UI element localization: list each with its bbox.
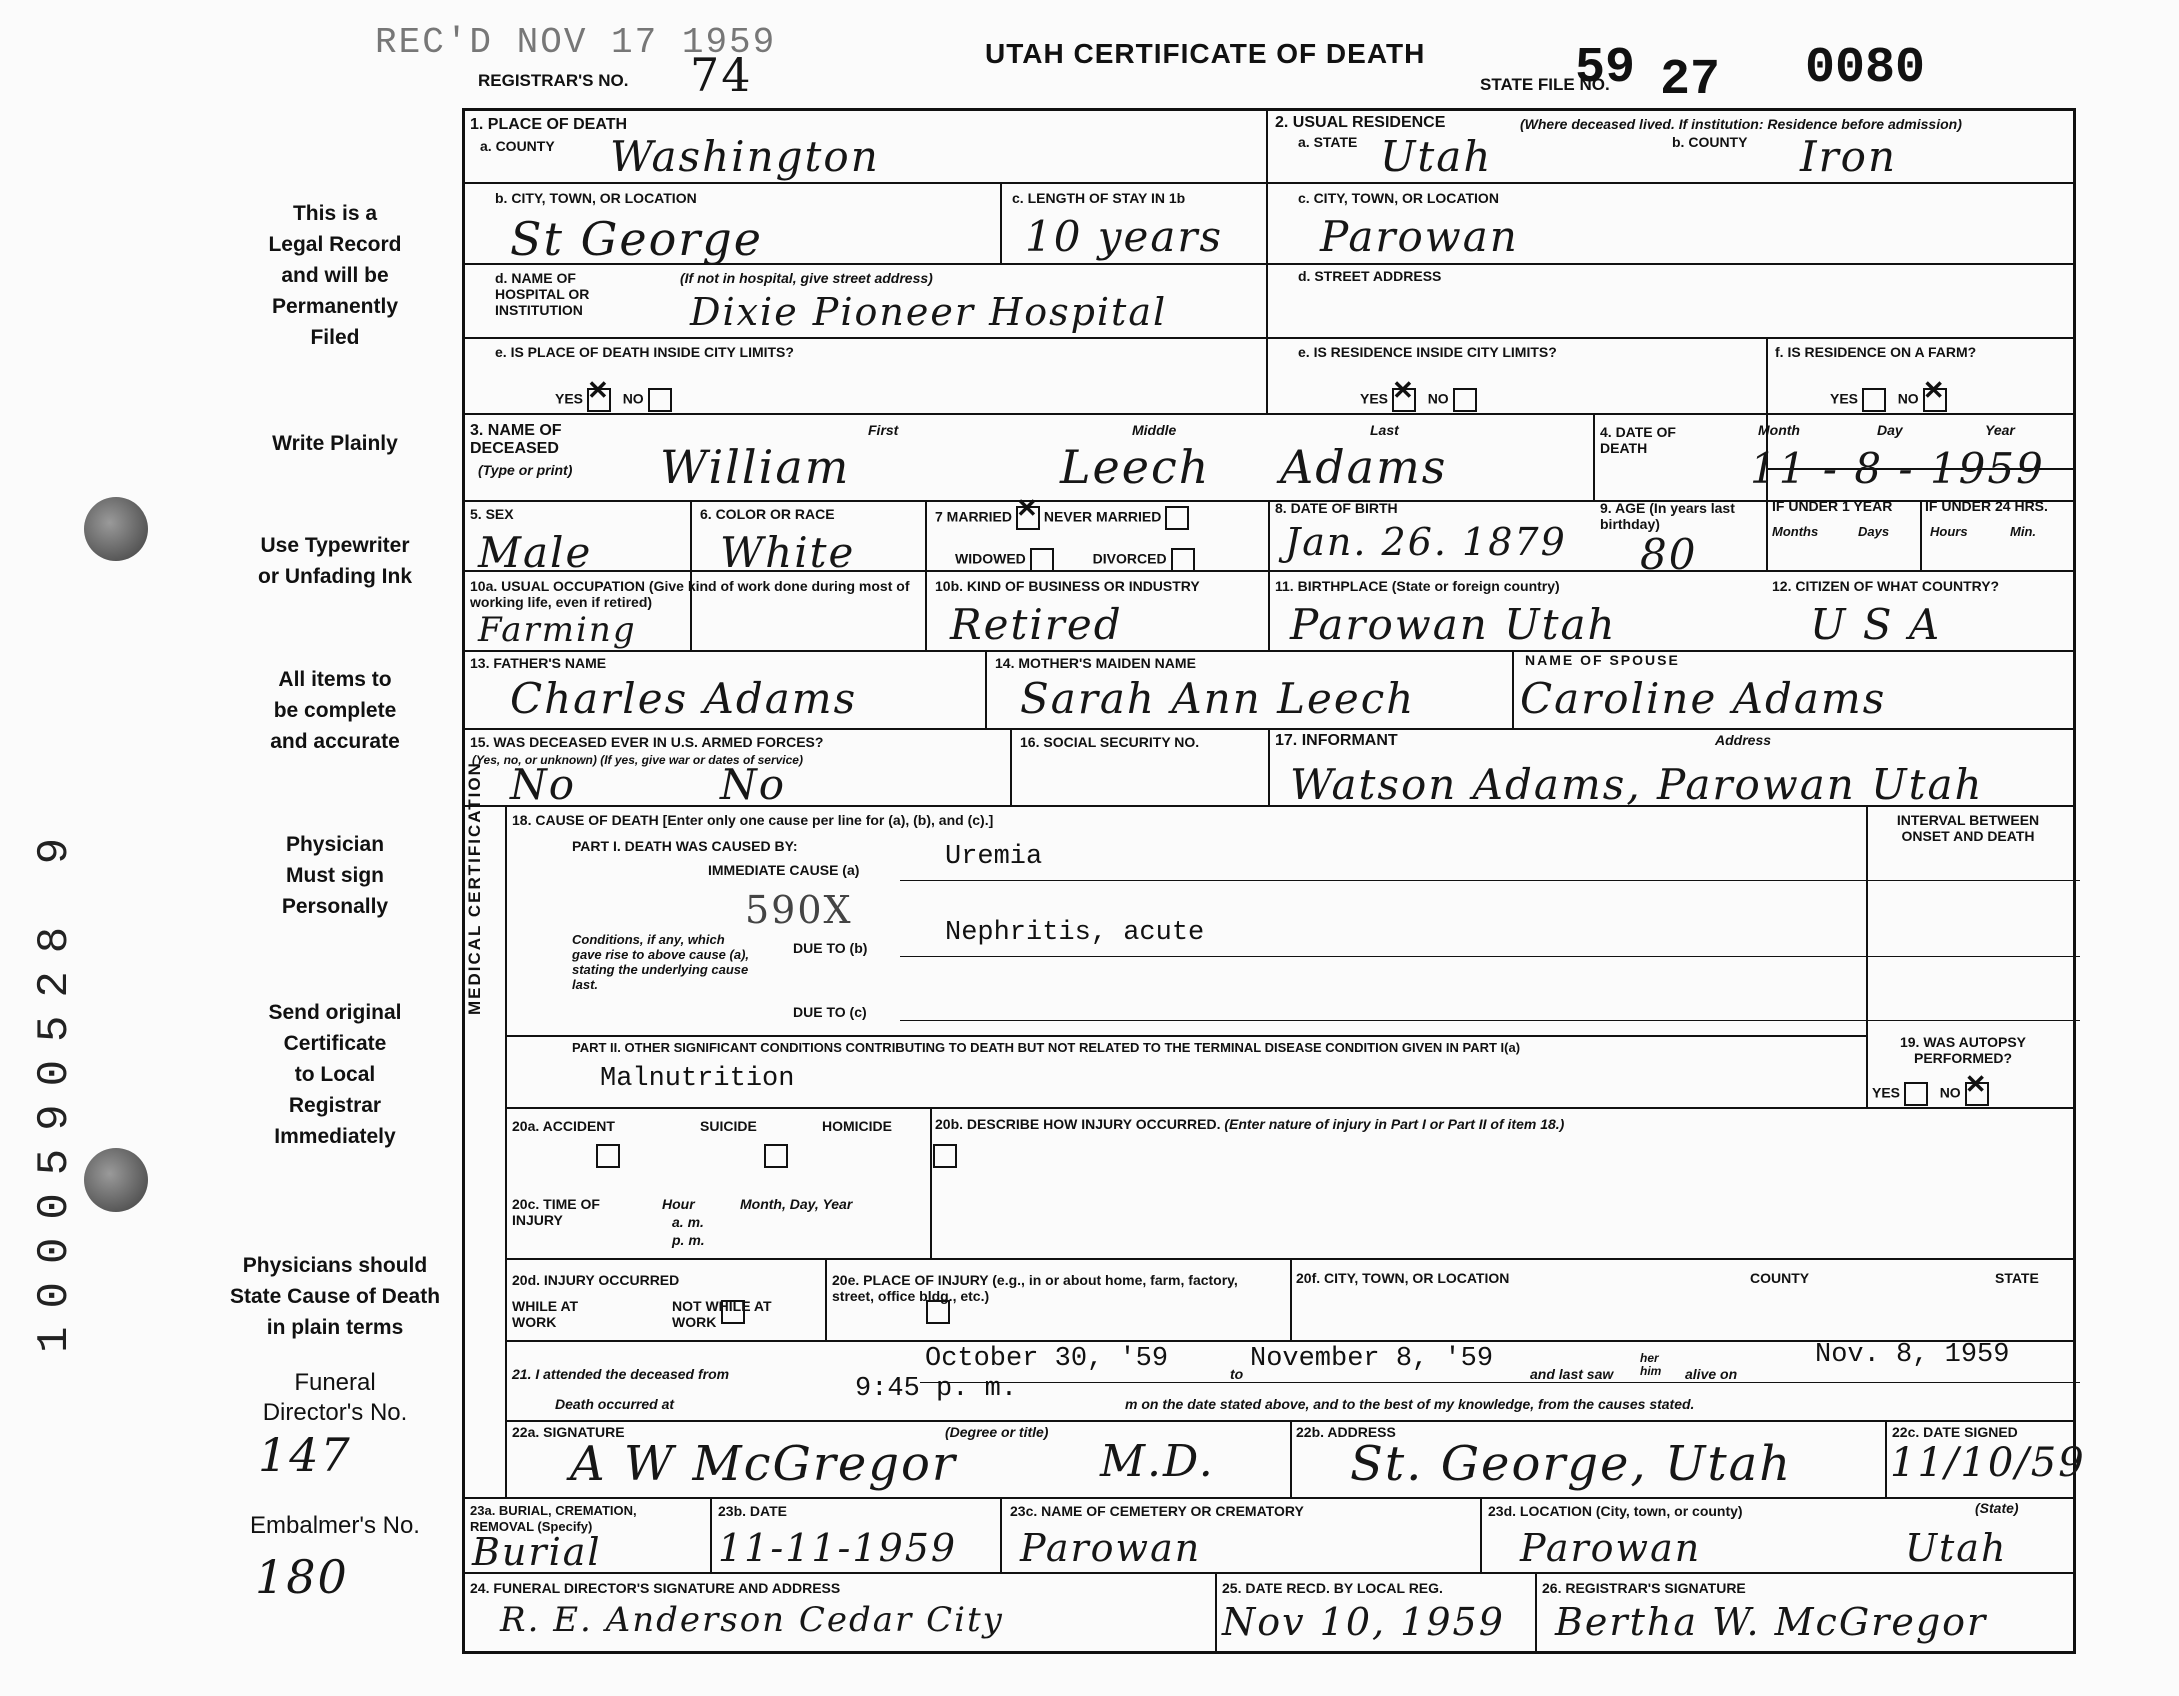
- embalmer-label: Embalmer's No.: [250, 1512, 420, 1539]
- label-due-to-b: DUE TO (b): [793, 940, 868, 956]
- value-part-2[interactable]: Malnutrition: [600, 1064, 795, 1094]
- label-injury-city: 20f. CITY, TOWN, OR LOCATION: [1296, 1270, 1510, 1286]
- label-residence-note: (Where deceased lived. If institution: Residence before admission): [1520, 116, 1962, 132]
- value-hospital[interactable]: Dixie Pioneer Hospital: [690, 290, 1168, 334]
- label-length-stay: c. LENGTH OF STAY IN 1b: [1012, 190, 1186, 206]
- value-attended-to[interactable]: November 8, '59: [1250, 1344, 1494, 1374]
- label-her-him: her him: [1640, 1351, 1662, 1378]
- label-part-1: PART I. DEATH WAS CAUSED BY:: [572, 838, 798, 854]
- note-cause-plain: Physicians should State Cause of Death in plain terms: [229, 1254, 441, 1339]
- label-citizen: 12. CITIZEN OF WHAT COUNTRY?: [1772, 578, 2000, 594]
- value-burial-date[interactable]: 11-11-1959: [718, 1526, 958, 1570]
- place-city-limits-checks: YES✕ NO: [555, 388, 672, 412]
- label-injury-how: 20b. DESCRIBE HOW INJURY OCCURRED. (Enter nature of injury in Part I or Part II of item 18.): [935, 1116, 1565, 1132]
- label-attended: 21. I attended the deceased from: [512, 1366, 730, 1382]
- marital-widowed: WIDOWED DIVORCED: [955, 548, 1195, 572]
- label-funeral-director: 24. FUNERAL DIRECTOR'S SIGNATURE AND ADDRESS: [470, 1580, 841, 1596]
- label-last-saw: and last saw: [1530, 1366, 1614, 1382]
- label-burial-date: 23b. DATE: [718, 1503, 787, 1519]
- label-res-state: a. STATE: [1298, 134, 1358, 150]
- res-city-yes-checkbox[interactable]: [1392, 388, 1416, 412]
- label-hour: Hour: [662, 1196, 695, 1212]
- label-am: a. m.: [672, 1214, 704, 1230]
- value-middle-name[interactable]: Leech: [1060, 440, 1211, 494]
- state-file-part-c: 0080: [1805, 40, 1926, 97]
- label-race: 6. COLOR OR RACE: [700, 506, 835, 522]
- label-res-inside-city: e. IS RESIDENCE INSIDE CITY LIMITS?: [1298, 344, 1557, 360]
- value-last-name[interactable]: Adams: [1280, 440, 1448, 494]
- label-days: Days: [1858, 524, 1890, 539]
- label-place-of-death: 1. PLACE OF DEATH: [470, 116, 628, 133]
- label-month-day-year: Month, Day, Year: [740, 1196, 853, 1212]
- value-cemetery[interactable]: Parowan: [1020, 1526, 1202, 1570]
- state-file-label: STATE FILE NO.: [1480, 75, 1610, 94]
- punch-hole-bottom: [84, 1148, 148, 1212]
- value-registrar-signature[interactable]: Bertha W. McGregor: [1555, 1600, 1988, 1644]
- title-state: UTAH: [985, 38, 1065, 69]
- label-cause-of-death: 18. CAUSE OF DEATH [Enter only one cause per line for (a), (b), and (c).]: [512, 812, 994, 828]
- place-city-no-checkbox[interactable]: [648, 388, 672, 412]
- label-spouse: NAME OF SPOUSE: [1525, 652, 1680, 668]
- farm-no-checkbox[interactable]: [1923, 388, 1947, 412]
- value-spouse[interactable]: Caroline Adams: [1520, 674, 1887, 723]
- value-armed-service[interactable]: No: [720, 760, 787, 809]
- value-armed-forces[interactable]: No: [510, 760, 577, 809]
- label-injury-county: COUNTY: [1750, 1270, 1810, 1286]
- value-res-county[interactable]: Iron: [1800, 132, 1898, 181]
- label-under-1-year: IF UNDER 1 YEAR: [1772, 498, 1893, 514]
- label-street-address: d. STREET ADDRESS: [1298, 268, 1442, 284]
- value-res-city[interactable]: Parowan: [1320, 212, 1519, 261]
- label-occupation: 10a. USUAL OCCUPATION (Give kind of work done during most of working life, even if retired): [470, 578, 910, 610]
- value-cemetery-location[interactable]: Parowan: [1520, 1526, 1702, 1570]
- value-res-state[interactable]: Utah: [1380, 132, 1493, 181]
- label-cemetery-location: 23d. LOCATION (City, town, or county): [1488, 1503, 1743, 1519]
- label-interval: INTERVAL BETWEEN ONSET AND DEATH: [1896, 812, 2040, 844]
- label-usual-residence: 2. USUAL RESIDENCE: [1275, 114, 1446, 131]
- married-checkbox[interactable]: [1016, 506, 1040, 530]
- note-typewriter: Use Typewriter or Unfading Ink: [258, 534, 412, 588]
- value-death-time[interactable]: 9:45 p. m.: [855, 1374, 1018, 1404]
- note-complete: All items to be complete and accurate: [270, 668, 400, 753]
- label-burial: 23a. BURIAL, CREMATION, REMOVAL (Specify): [470, 1503, 637, 1534]
- registrar-number-label: REGISTRAR'S NO.: [478, 71, 629, 90]
- value-date-received[interactable]: Nov 10, 1959: [1222, 1600, 1505, 1644]
- label-while-at-work: WHILE AT WORK: [512, 1298, 579, 1330]
- label-hospital: d. NAME OF HOSPITAL OR INSTITUTION: [495, 270, 590, 318]
- label-industry: 10b. KIND OF BUSINESS OR INDUSTRY: [935, 578, 1200, 594]
- label-accident: 20a. ACCIDENT: [512, 1118, 615, 1134]
- value-date-of-death[interactable]: 11 - 8 - 1959: [1750, 444, 2045, 493]
- label-homicide: HOMICIDE: [822, 1118, 892, 1134]
- label-under-24-hrs: IF UNDER 24 HRS.: [1925, 498, 2048, 514]
- embalmer-number: 180: [255, 1550, 349, 1604]
- label-autopsy: 19. WAS AUTOPSY PERFORMED?: [1899, 1034, 2027, 1066]
- label-birthplace: 11. BIRTHPLACE (State or foreign country): [1275, 578, 1560, 594]
- label-date-received: 25. DATE RECD. BY LOCAL REG.: [1222, 1580, 1443, 1596]
- label-death-occurred: Death occurred at: [555, 1396, 675, 1412]
- label-sex: 5. SEX: [470, 506, 514, 522]
- value-icd-code: 590X: [745, 888, 853, 932]
- value-length-stay[interactable]: 10 years: [1025, 212, 1224, 261]
- punch-hole-top: [84, 497, 148, 561]
- note-legal-record: This is a Legal Record and will be Permanently Filed: [268, 202, 402, 349]
- label-year: Year: [1985, 422, 2015, 438]
- label-registrar-signature: 26. REGISTRAR'S SIGNATURE: [1542, 1580, 1746, 1596]
- value-city[interactable]: St George: [510, 212, 763, 266]
- value-due-to-b[interactable]: Nephritis, acute: [945, 918, 1205, 948]
- label-degree: (Degree or title): [945, 1424, 1049, 1440]
- autopsy-yes-checkbox[interactable]: [1904, 1082, 1928, 1106]
- divorced-checkbox[interactable]: [1171, 548, 1195, 572]
- label-farm: f. IS RESIDENCE ON A FARM?: [1775, 344, 1977, 360]
- marital-married: 7 MARRIED✕ NEVER MARRIED: [935, 506, 1189, 530]
- note-send-original: Send original Certificate to Local Registrar Immediately: [268, 1001, 402, 1148]
- label-signature: 22a. SIGNATURE: [512, 1424, 625, 1440]
- label-due-to-c: DUE TO (c): [793, 1004, 867, 1020]
- label-county: a. COUNTY: [480, 138, 555, 154]
- value-cemetery-state[interactable]: Utah: [1905, 1526, 2008, 1570]
- label-injury-state: STATE: [1995, 1270, 2039, 1286]
- note-physician-sign: Physician Must sign Personally: [281, 833, 389, 918]
- value-sex[interactable]: Male: [478, 528, 593, 577]
- widowed-checkbox[interactable]: [1030, 548, 1054, 572]
- note-write-plainly: Write Plainly: [272, 432, 398, 455]
- label-informant-address: Address: [1715, 732, 1772, 748]
- value-date-of-birth[interactable]: Jan. 26. 1879: [1285, 520, 1567, 564]
- value-occupation[interactable]: Farming: [478, 610, 637, 650]
- label-place-of-injury: 20e. PLACE OF INJURY (e.g., in or about home, farm, factory, street, office bldg., etc.): [832, 1272, 1238, 1304]
- value-first-name[interactable]: William: [660, 440, 851, 494]
- vertical-serial-number: 1000590528 9: [30, 820, 80, 1353]
- value-age[interactable]: 80: [1640, 530, 1698, 579]
- suicide-checkbox[interactable]: [764, 1144, 788, 1168]
- label-father: 13. FATHER'S NAME: [470, 655, 607, 671]
- label-time-of-injury: 20c. TIME OF INJURY: [512, 1196, 600, 1228]
- value-physician-signature[interactable]: A W McGregor: [570, 1436, 957, 1492]
- label-city: b. CITY, TOWN, OR LOCATION: [495, 190, 697, 206]
- value-physician-address[interactable]: St. George, Utah: [1350, 1436, 1793, 1492]
- label-day: Day: [1877, 422, 1903, 438]
- label-ssn: 16. SOCIAL SECURITY NO.: [1020, 734, 1200, 750]
- label-hours: Hours: [1930, 524, 1968, 539]
- label-injury-occurred: 20d. INJURY OCCURRED: [512, 1272, 680, 1288]
- place-city-yes-checkbox[interactable]: [587, 388, 611, 412]
- label-date-signed: 22c. DATE SIGNED: [1892, 1424, 2018, 1440]
- value-citizen[interactable]: U S A: [1810, 600, 1942, 649]
- value-attended-from[interactable]: October 30, '59: [925, 1344, 1169, 1374]
- value-alive-on[interactable]: Nov. 8, 1959: [1815, 1340, 2010, 1370]
- funeral-director-label: Funeral Director's No.: [262, 1369, 408, 1426]
- label-min: Min.: [2010, 524, 2036, 539]
- registrar-number: 74: [690, 48, 753, 102]
- label-alive-on: alive on: [1685, 1366, 1738, 1382]
- label-to: to: [1230, 1366, 1244, 1382]
- label-armed-forces: 15. WAS DECEASED EVER IN U.S. ARMED FORCES?: [470, 734, 824, 750]
- label-name-deceased: 3. NAME OF DECEASED: [470, 422, 562, 457]
- state-file-part-b: 27: [1660, 52, 1721, 109]
- value-mother[interactable]: Sarah Ann Leech: [1020, 674, 1416, 723]
- label-suicide: SUICIDE: [700, 1118, 757, 1134]
- never-married-checkbox[interactable]: [1165, 506, 1189, 530]
- value-father[interactable]: Charles Adams: [510, 674, 858, 723]
- value-immediate-cause[interactable]: Uremia: [945, 842, 1043, 872]
- label-informant: 17. INFORMANT: [1275, 732, 1398, 749]
- label-middle: Middle: [1132, 422, 1177, 438]
- autopsy-no-checkbox[interactable]: [1965, 1082, 1989, 1106]
- homicide-checkbox[interactable]: [933, 1144, 957, 1168]
- label-last: Last: [1370, 422, 1399, 438]
- label-immediate: IMMEDIATE CAUSE (a): [708, 862, 860, 878]
- farm-yes-checkbox[interactable]: [1862, 388, 1886, 412]
- res-city-limits-checks: YES✕ NO: [1360, 388, 1477, 412]
- farm-checks: YES NO✕: [1830, 388, 1947, 412]
- label-conditions: Conditions, if any, which gave rise to above cause (a), stating the underlying cause last.: [572, 932, 750, 992]
- value-date-signed[interactable]: 11/10/59: [1890, 1440, 2086, 1486]
- label-date-of-death: 4. DATE OF DEATH: [1600, 424, 1676, 456]
- label-armed-note: (Yes, no, or unknown) (If yes, give war or dates of service): [472, 753, 803, 767]
- value-industry[interactable]: Retired: [950, 600, 1123, 649]
- value-physician-title[interactable]: M.D.: [1100, 1436, 1215, 1487]
- value-county[interactable]: Washington: [610, 132, 880, 181]
- label-first: First: [868, 422, 899, 438]
- label-mother: 14. MOTHER'S MAIDEN NAME: [995, 655, 1196, 671]
- value-burial[interactable]: Burial: [472, 1530, 602, 1574]
- label-hospital-note: (If not in hospital, give street address): [680, 270, 933, 286]
- label-res-city: c. CITY, TOWN, OR LOCATION: [1298, 190, 1499, 206]
- label-res-county: b. COUNTY: [1672, 134, 1748, 150]
- label-not-while-at-work: NOT WHILE AT WORK: [672, 1298, 772, 1330]
- label-death-occurred-tail: m on the date stated above, and to the best of my knowledge, from the causes stated.: [1125, 1396, 1695, 1412]
- label-type-or-print: (Type or print): [478, 462, 573, 478]
- label-cemetery-state: (State): [1975, 1500, 2019, 1516]
- label-physician-address: 22b. ADDRESS: [1296, 1424, 1396, 1440]
- label-pm: p. m.: [672, 1232, 705, 1248]
- label-date-of-birth: 8. DATE OF BIRTH: [1275, 500, 1398, 516]
- label-months: Months: [1772, 524, 1819, 539]
- title-text: CERTIFICATE OF DEATH: [1073, 38, 1426, 69]
- value-informant[interactable]: Watson Adams, Parowan Utah: [1290, 760, 1984, 809]
- received-stamp: REC'D NOV 17 1959: [375, 22, 777, 63]
- medical-certification-bar: MEDICAL CERTIFICATION: [465, 761, 484, 1015]
- state-file-part-a: 59: [1575, 40, 1636, 97]
- value-birthplace[interactable]: Parowan Utah: [1290, 600, 1617, 649]
- certificate-title: [985, 38, 1425, 70]
- value-funeral-director[interactable]: R. E. Anderson Cedar City: [500, 1600, 1004, 1640]
- label-inside-city: e. IS PLACE OF DEATH INSIDE CITY LIMITS?: [495, 344, 794, 360]
- res-city-no-checkbox[interactable]: [1453, 388, 1477, 412]
- label-month: Month: [1758, 422, 1800, 438]
- accident-checkbox[interactable]: [596, 1144, 620, 1168]
- label-cemetery: 23c. NAME OF CEMETERY OR CREMATORY: [1010, 1503, 1304, 1519]
- label-age: 9. AGE (In years last birthday): [1600, 500, 1735, 532]
- value-race[interactable]: White: [720, 528, 856, 577]
- funeral-director-number: 147: [258, 1428, 352, 1482]
- label-part-2: PART II. OTHER SIGNIFICANT CONDITIONS CONTRIBUTING TO DEATH BUT NOT RELATED TO THE TERMINAL DISEASE CONDITION GIVEN IN PART I(a): [572, 1040, 1521, 1055]
- certificate-form: [462, 108, 2076, 1654]
- autopsy-checks: YES NO✕: [1872, 1082, 1989, 1106]
